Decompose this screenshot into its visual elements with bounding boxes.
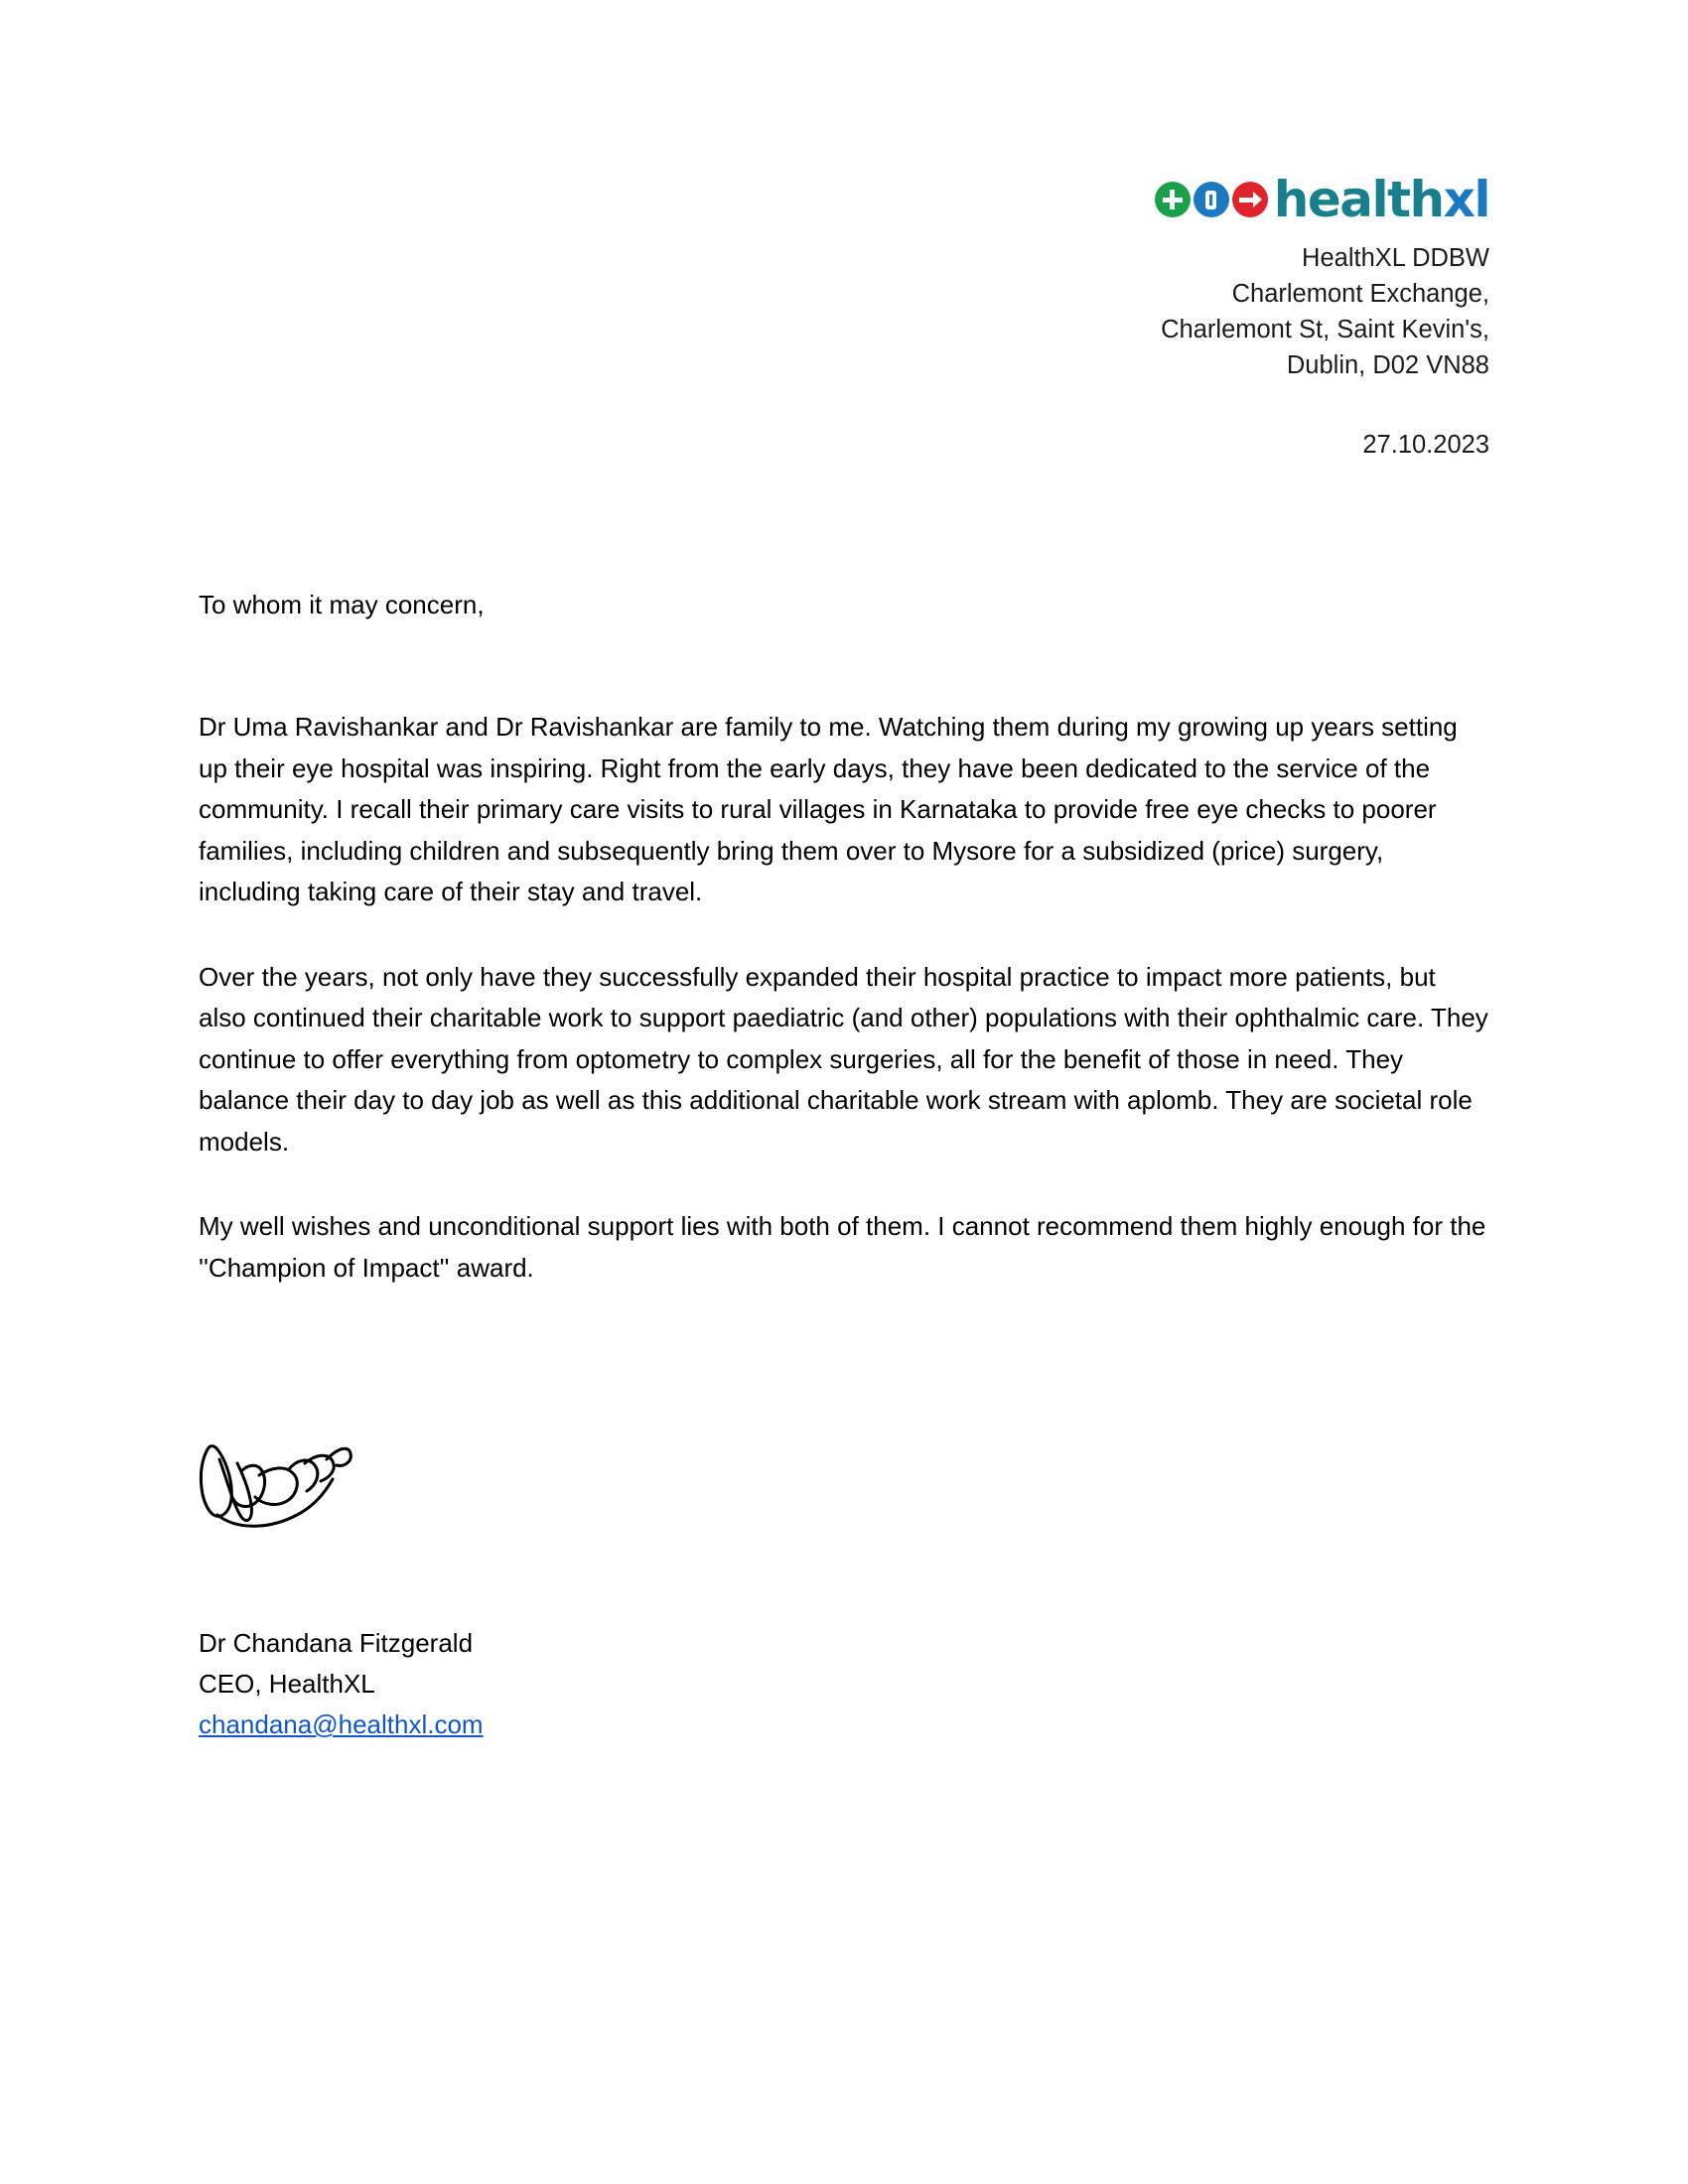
letterhead xyxy=(794,169,1489,463)
paragraph-1: Dr Uma Ravishankar and Dr Ravishankar are family to me. Watching them during my growing up years setting up their eye hospital was inspiring. Right from the early days, they have been dedicated to the service of the community. I recall their primary care visits to rural villages in Karnataka to provide free eye checks to poorer families, including children and subsequently bring them over to Mysore for a subsidized (price) surgery, including taking care of their stay and travel. xyxy=(199,712,1458,906)
capsule-pill-icon xyxy=(1194,182,1229,217)
signer-name: Dr Chandana Fitzgerald xyxy=(199,1628,474,1658)
paragraph-2: Over the years, not only have they successfully expanded their hospital practice to impact more patients, but also continued their charitable work to support paediatric (and other) populations with their ophthalmic care. They continue to offer everything from optometry to complex surgeries, all for the benefit of those in need. They balance their day to day job as well as this additional charitable work stream with aplomb. They are societal role models. xyxy=(199,961,1488,1157)
address-line-2: Charlemont St, Saint Kevin's, xyxy=(1161,316,1489,343)
healthxl-logo xyxy=(794,169,1489,230)
logo-wordmark-health: health xyxy=(1273,171,1444,228)
handwritten-signature xyxy=(194,1420,412,1578)
address-line-1: Charlemont Exchange, xyxy=(1231,280,1489,308)
signer-role: CEO, HealthXL xyxy=(199,1669,375,1699)
logo-marks xyxy=(1155,182,1268,217)
logo-wordmark xyxy=(1273,171,1489,228)
letter-date: 27.10.2023 xyxy=(1362,431,1489,459)
medical-cross-icon xyxy=(1155,182,1191,217)
paragraph-3: My well wishes and unconditional support lies with both of them. I cannot recommend them highly enough for the ''Champion of Impact'' award. xyxy=(199,1211,1486,1283)
arrow-right-icon xyxy=(1232,182,1268,217)
org-name: HealthXL DDBW xyxy=(1302,244,1489,272)
salutation: To whom it may concern, xyxy=(199,590,485,619)
signer-email-link[interactable]: chandana@healthxl.com xyxy=(199,1709,484,1739)
address-line-3: Dublin, D02 VN88 xyxy=(1286,351,1489,379)
letter-body xyxy=(199,586,1489,1332)
logo-wordmark-xl: xl xyxy=(1443,171,1489,228)
signoff-block xyxy=(199,1623,484,1745)
